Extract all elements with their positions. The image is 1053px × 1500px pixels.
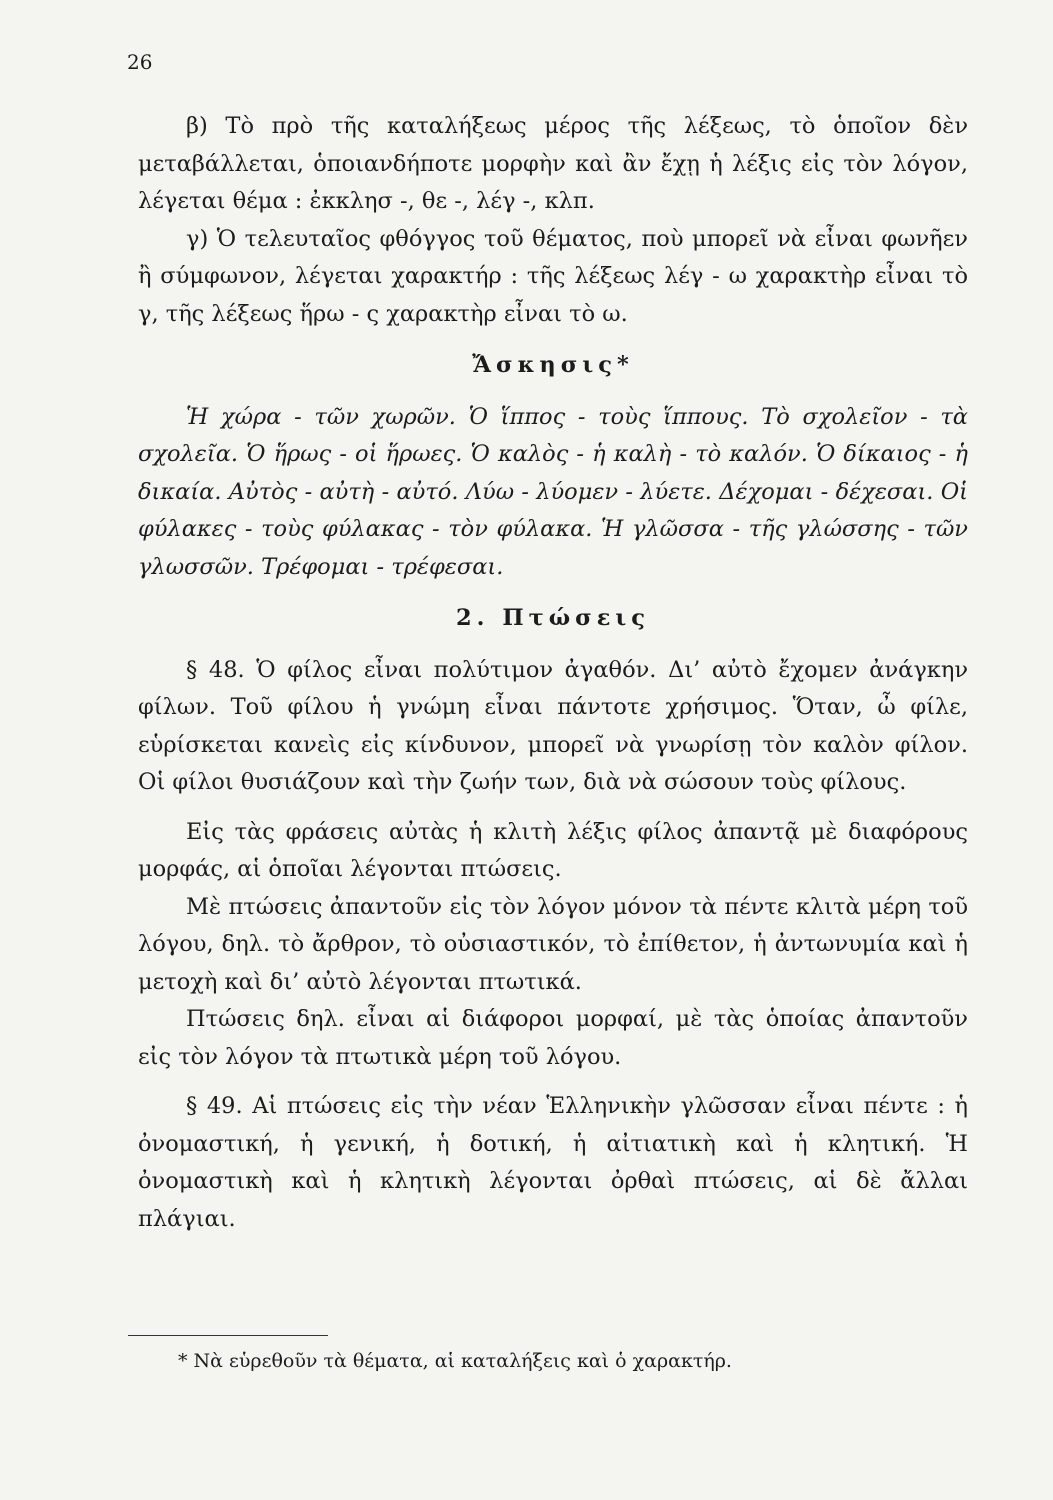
page-number: 26 <box>127 50 153 74</box>
section-heading: 2. Πτώσεις <box>456 605 650 631</box>
paragraph-beta: β) Τὸ πρὸ τῆς καταλήξεως μέρος τῆς λέξεως, τὸ ὁποῖον δὲν μεταβάλλεται, ὁποιανδήποτε μορφὴν καὶ ἂν ἔχῃ ἡ λέξις εἰς τὸν λόγον, λέγεται θέμα : ἐκκλησ -, θε -, λέγ -, κλπ. <box>138 113 968 214</box>
paragraph-48: § 48. Ὁ φίλος εἶναι πολύτιμον ἀγαθόν. Δι’ αὐτὸ ἔχομεν ἀνάγκην φίλων. Τοῦ φίλου ἡ γνώμη εἶναι πάντοτε χρήσιμος. Ὅταν, ὦ φίλε, εὑρίσκεται κανεὶς εἰς κίνδυνον, μπορεῖ νὰ γνωρίσῃ τὸν καλὸν φίλον. Οἱ φίλοι θυσιάζουν καὶ τὴν ζωήν των, διὰ νὰ σώσουν τοὺς φίλους. <box>138 656 968 795</box>
exercise-heading: Ἄσκησις* <box>472 352 634 378</box>
exercise-text: Ἡ χώρα - τῶν χωρῶν. Ὁ ἵππος - τοὺς ἵππους. Τὸ σχολεῖον - τὰ σχολεῖα. Ὁ ἥρως - οἱ ἥρωες. Ὁ καλὸς - ἡ καλὴ - τὸ καλόν. Ὁ δίκαιος - ἡ δικαία. Αὐτὸς - αὐτὴ - αὐτό. Λύω - λύομεν - λύετε. Δέχομαι - δέχεσαι. Οἱ φύλακες - τοὺς φύλακας - τὸν φύλακα. Ἡ γλῶσσα - τῆς γλώσσης - τῶν γλωσσῶν. Τρέφομαι - τρέφεσαι. <box>138 403 968 580</box>
footnote: * Νὰ εὑρεθοῦν τὰ θέματα, αἱ καταλήξεις καὶ ὁ χαρακτήρ. <box>178 1350 732 1372</box>
paragraph-cases-1: Εἰς τὰς φράσεις αὐτὰς ἡ κλιτὴ λέξις φίλος ἀπαντᾷ μὲ διαφόρους μορφάς, αἱ ὁποῖαι λέγονται πτώσεις. <box>138 818 968 882</box>
footnote-divider <box>128 1335 328 1336</box>
paragraph-gamma: γ) Ὁ τελευταῖος φθόγγος τοῦ θέματος, ποὺ μπορεῖ νὰ εἶναι φωνῆεν ἢ σύμφωνον, λέγεται χαρακτήρ : τῆς λέξεως λέγ - ω χαρακτὴρ εἶναι τὸ γ, τῆς λέξεως ἥρω - ς χαρακτὴρ εἶναι τὸ ω. <box>138 225 968 327</box>
paragraph-cases-3: Πτώσεις δηλ. εἶναι αἱ διάφοροι μορφαί, μὲ τὰς ὁποίας ἀπαντοῦν εἰς τὸν λόγον τὰ πτωτικὰ μέρη τοῦ λόγου. <box>138 1006 968 1070</box>
paragraph-49: § 49. Αἱ πτώσεις εἰς τὴν νέαν Ἑλληνικὴν γλῶσσαν εἶναι πέντε : ἡ ὀνομαστική, ἡ γενική, ἡ δοτική, ἡ αἰτιατικὴ καὶ ἡ κλητική. Ἡ ὀνομαστικὴ καὶ ἡ κλητικὴ λέγονται ὀρθαὶ πτώσεις, αἱ δὲ ἄλλαι πλάγιαι. <box>138 1093 968 1232</box>
paragraph-cases-2: Μὲ πτώσεις ἀπαντοῦν εἰς τὸν λόγον μόνον τὰ πέντε κλιτὰ μέρη τοῦ λόγου, δηλ. τὸ ἄρθρον, τὸ οὐσιαστικόν, τὸ ἐπίθετον, ἡ ἀντωνυμία καὶ ἡ μετοχὴ καὶ δι’ αὐτὸ λέγονται πτωτικά. <box>138 893 968 995</box>
page-body <box>138 108 968 1238</box>
